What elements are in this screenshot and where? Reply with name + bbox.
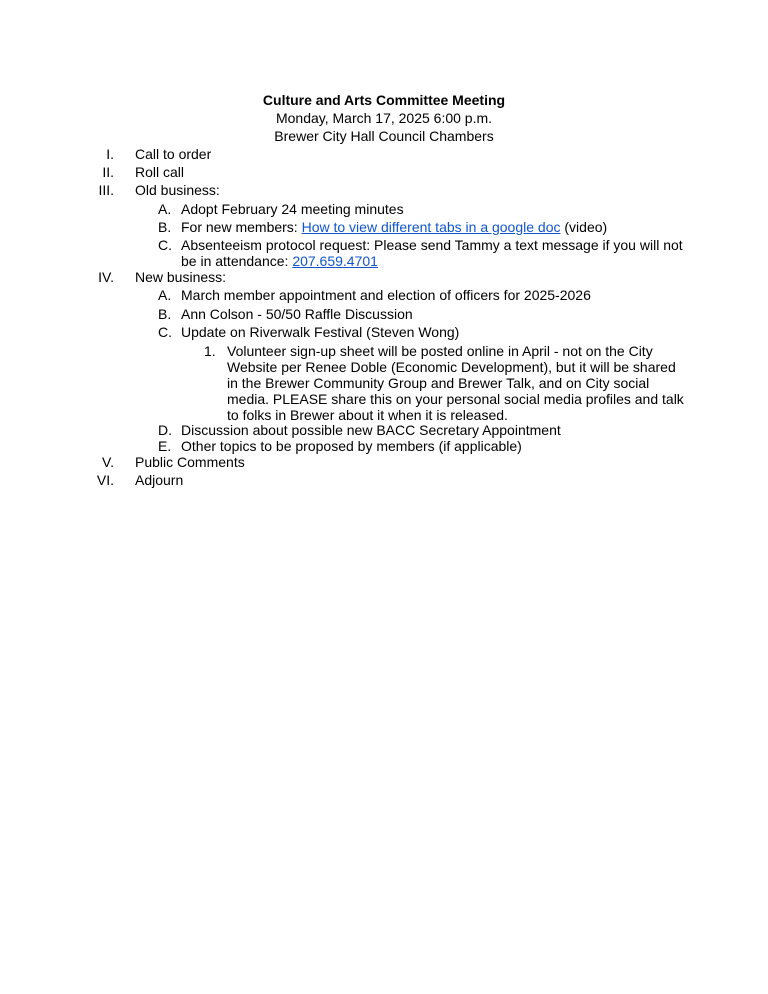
agenda-num-i: I. [106,146,114,162]
absenteeism-prefix: be in attendance: [181,253,293,269]
agenda-item-riverwalk: Update on Riverwalk Festival (Steven Wong) [181,324,460,340]
meeting-date: Monday, March 17, 2025 6:00 p.m. [275,110,493,126]
absenteeism-line-1: Absenteeism protocol request: Please send Tammy a text message if you will not [181,237,683,253]
agenda-item-adopt-minutes: Adopt February 24 meeting minutes [181,201,404,217]
absenteeism-line-2 [181,253,378,269]
agenda-num-iv-c-1: 1. [204,343,216,359]
agenda-item-roll-call: Roll call [135,164,185,180]
agenda-letter-iv-c: C. [158,324,172,340]
phone-link[interactable]: 207.659.4701 [292,253,378,269]
agenda-item-call-to-order: Call to order [135,146,212,162]
agenda-item-old-business: Old business: [135,182,220,198]
agenda-letter-iii-b: B. [158,219,172,235]
agenda-num-iv: IV. [98,269,114,285]
agenda-letter-iv-b: B. [158,306,172,322]
agenda-item-public-comments: Public Comments [135,454,245,470]
agenda-item-new-business: New business: [135,269,227,285]
agenda-letter-iv-d: D. [158,422,172,438]
volunteer-line-4: media. PLEASE share this on your personal social media profiles and talk [227,391,684,407]
agenda-item-secretary: Discussion about possible new BACC Secretary Appointment [181,422,561,438]
agenda-letter-iv-e: E. [158,438,172,454]
volunteer-line-2: Website per Renee Doble (Economic Development), but it will be shared [227,359,676,375]
agenda-num-ii: II. [102,164,114,180]
agenda-item-raffle: Ann Colson - 50/50 Raffle Discussion [181,306,413,322]
agenda-letter-iv-a: A. [158,287,172,303]
agenda-item-other-topics: Other topics to be proposed by members (if applicable) [181,438,522,454]
agenda-letter-iii-c: C. [158,237,172,253]
volunteer-line-5: to folks in Brewer about it when it is released. [227,407,508,423]
meeting-location: Brewer City Hall Council Chambers [274,128,494,144]
agenda-item-new-members [181,219,607,235]
volunteer-line-1: Volunteer sign-up sheet will be posted online in April - not on the City [227,343,653,359]
google-doc-tabs-link[interactable]: How to view different tabs in a google doc [301,219,561,235]
agenda-item-member-appointment: March member appointment and election of officers for 2025-2026 [181,287,591,303]
agenda-num-v: V. [102,454,114,470]
agenda-num-iii: III. [98,182,114,198]
new-members-suffix: (video) [560,219,608,235]
agenda-item-adjourn: Adjourn [135,472,184,488]
new-members-prefix: For new members: [181,219,302,235]
meeting-title: Culture and Arts Committee Meeting [262,92,506,108]
volunteer-line-3: in the Brewer Community Group and Brewer Talk, and on City social [227,375,650,391]
agenda-letter-iii-a: A. [158,201,172,217]
agenda-num-vi: VI. [96,472,114,488]
